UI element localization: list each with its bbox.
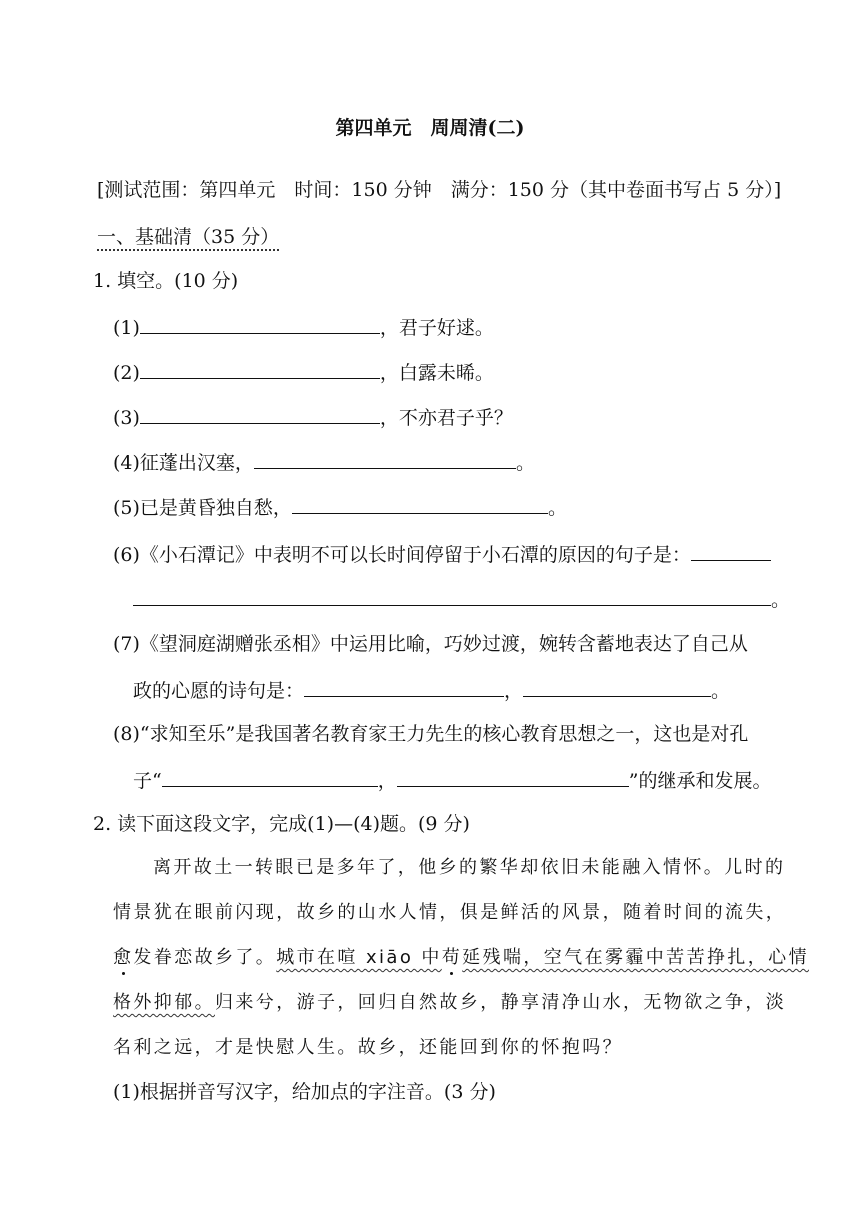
item-punct: 。 bbox=[771, 589, 791, 611]
answer-blank[interactable] bbox=[254, 448, 516, 469]
item-punct: 。 bbox=[515, 452, 535, 474]
fill-item-8 bbox=[113, 721, 748, 747]
fill-item-3 bbox=[113, 403, 513, 431]
item-number: (4) bbox=[113, 452, 140, 474]
sub-question-1: (1)根据拼音写汉字，给加点的字注音。(3 分) bbox=[113, 1081, 496, 1103]
section-1-title: 一、基础清（35 分） bbox=[97, 226, 279, 251]
passage-line-1: 离开故土一转眼已是多年了，他乡的繁华却依旧未能融入情怀。儿时的 bbox=[153, 857, 786, 878]
item-text: 子“ bbox=[133, 770, 162, 792]
answer-blank[interactable] bbox=[304, 676, 504, 697]
item-number: (1) bbox=[113, 317, 140, 339]
dotted-char: 苟 bbox=[442, 945, 462, 971]
item-text: ，白露未晞。 bbox=[379, 362, 494, 384]
fill-item-8-cont bbox=[133, 766, 771, 794]
question-1-stem: 1. 填空。(10 分) bbox=[93, 270, 239, 292]
item-text: ，不亦君子乎？ bbox=[379, 407, 513, 429]
answer-blank[interactable] bbox=[397, 766, 629, 787]
item-number: (6) bbox=[113, 544, 140, 566]
item-number: (2) bbox=[113, 362, 140, 384]
wavy-underlined-text: 格外抑郁。 bbox=[113, 992, 215, 1013]
item-punct: ， bbox=[504, 680, 524, 702]
fill-item-7-cont bbox=[133, 676, 730, 704]
fill-item-6 bbox=[113, 540, 771, 568]
section-heading bbox=[97, 224, 279, 250]
item-punct: 。 bbox=[711, 680, 731, 702]
item-punct: ， bbox=[377, 770, 397, 792]
answer-blank[interactable] bbox=[292, 493, 548, 514]
answer-blank[interactable] bbox=[140, 358, 380, 379]
item-text: 《望洞庭湖赠张丞相》中运用比喻，巧妙过渡，婉转含蓄地表达了自己从 bbox=[139, 633, 748, 655]
passage-line-3 bbox=[113, 945, 809, 971]
fill-item-4 bbox=[113, 448, 535, 476]
item-text: 政的心愿的诗句是： bbox=[133, 680, 305, 702]
passage-text: 归来兮，游子，回归自然故乡，静享清净山水，无物欲之争，淡 bbox=[215, 992, 787, 1013]
fill-item-5 bbox=[113, 493, 567, 521]
answer-blank[interactable] bbox=[140, 313, 380, 334]
fill-item-1 bbox=[113, 313, 494, 341]
passage-line-4 bbox=[113, 990, 786, 1016]
item-text: ”的继承和发展。 bbox=[628, 770, 772, 792]
fill-item-2 bbox=[113, 358, 494, 386]
item-number: (5) bbox=[113, 497, 140, 519]
page-title: 第四单元 周周清(二) bbox=[335, 117, 525, 139]
item-number: (7) bbox=[113, 633, 140, 655]
item-text: 已是黄昏独自愁， bbox=[139, 497, 292, 519]
item-punct: 。 bbox=[547, 497, 567, 519]
wavy-underlined-text: 城市在喧 xiāo 中苟延残喘，空气在雾霾中苦苦挣扎，心情 bbox=[276, 947, 809, 968]
passage-line-2: 情景犹在眼前闪现，故乡的山水人情，俱是鲜活的风景，随着时间的流失， bbox=[113, 902, 787, 923]
dotted-char: 愈 bbox=[113, 945, 133, 971]
answer-blank[interactable] bbox=[523, 676, 711, 697]
answer-blank[interactable] bbox=[691, 540, 771, 561]
item-text: ，君子好逑。 bbox=[379, 317, 494, 339]
question-2-stem: 2. 读下面这段文字，完成(1)—(4)题。(9 分) bbox=[93, 813, 470, 835]
item-number: (3) bbox=[113, 407, 140, 429]
answer-blank[interactable] bbox=[162, 766, 378, 787]
answer-blank[interactable] bbox=[133, 585, 771, 606]
item-text: 征蓬出汉塞， bbox=[139, 452, 254, 474]
item-text: “求知至乐”是我国著名教育家王力先生的核心教育思想之一，这也是对孔 bbox=[139, 723, 749, 745]
answer-blank[interactable] bbox=[140, 403, 380, 424]
item-number: (8) bbox=[113, 723, 140, 745]
fill-item-7 bbox=[113, 631, 748, 657]
passage-line-5: 名利之远，才是快慰人生。故乡，还能回到你的怀抱吗？ bbox=[113, 1037, 623, 1058]
item-text: 《小石潭记》中表明不可以长时间停留于小石潭的原因的句子是： bbox=[139, 544, 691, 566]
fill-item-6-cont bbox=[133, 585, 790, 613]
passage-text: 发眷恋故乡了。 bbox=[133, 947, 277, 968]
test-scope: [测试范围：第四单元 时间：150 分钟 满分：150 分（其中卷面书写占 5 分）] bbox=[97, 179, 782, 201]
